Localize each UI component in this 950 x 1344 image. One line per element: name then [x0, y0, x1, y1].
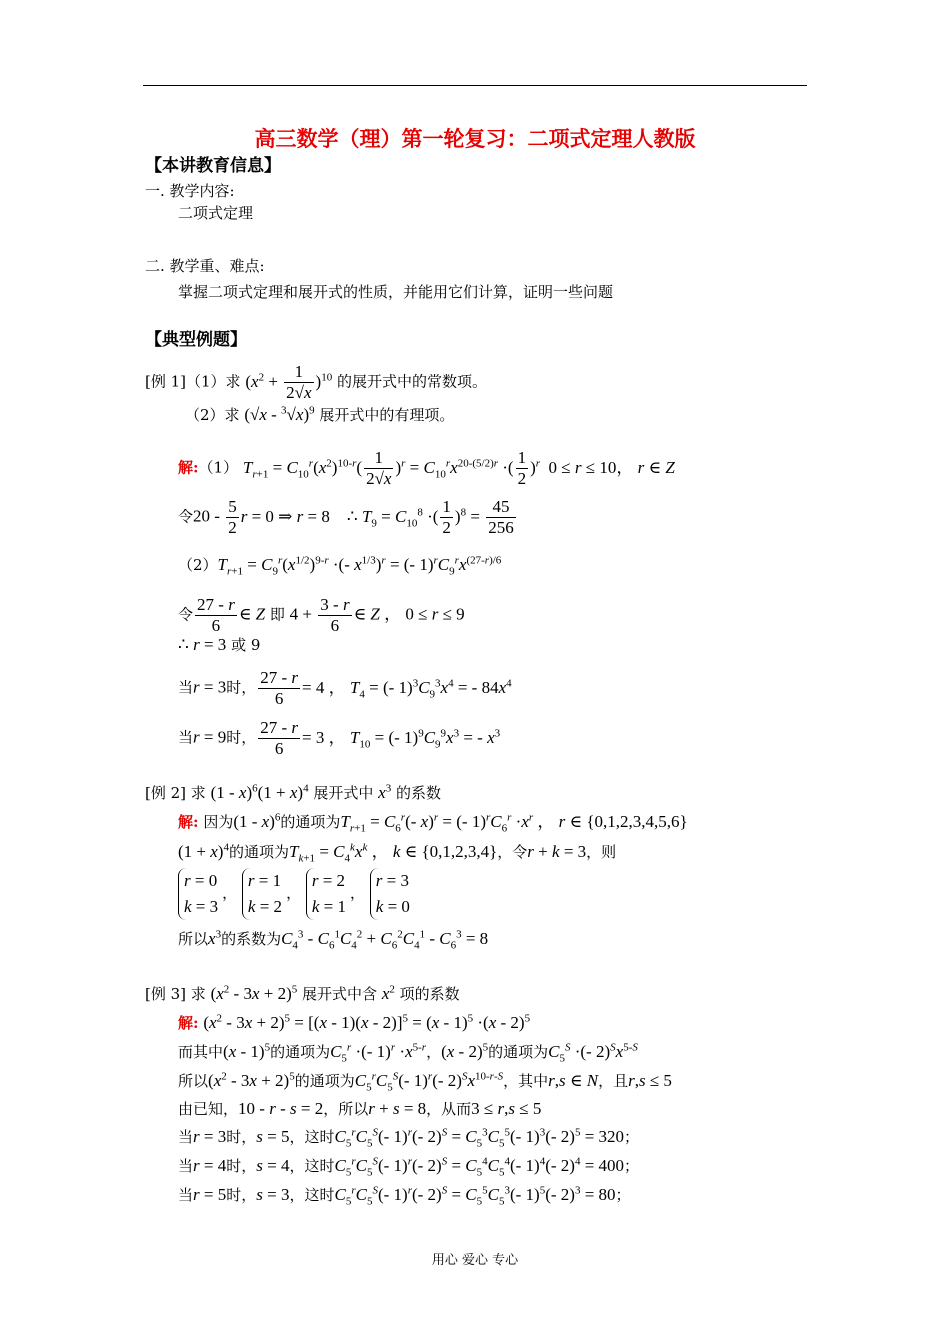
section-info-heading: 【本讲教育信息】 — [145, 156, 281, 176]
example-3-solution-line-2: 而其中(x - 1)$^5$的通项为$C_5^r$ ·(- $1)^r \cdot x^{5-r}$，(x - 2)$^5$的通项为$C_5^S$ ·(- $2)^Sx^{5-S}$ — [178, 1041, 638, 1065]
example-3-tail-2: 项的系数 — [399, 985, 460, 1003]
example-2-solution-line-3: 所以$x^3$的系数为$C_4^3 - C_6^1C_4^2 + C_6^2C_4^1 - C_6^3 = 8$ — [178, 928, 489, 952]
example-3-solution-line-3: 所以$(x^2 - 3x + 2)^5$的通项为$C_5^rC_5^S(-$ 1)$^r$(- $2)^Sx^{10-r-S}$，其中r,s ∈ N，且r,s ≤ 5 — [178, 1070, 672, 1094]
page-title: 高三数学（理）第一轮复习：二项式定理人教版 — [254, 127, 696, 151]
example-1-label: [例 1]（1）求 — [145, 372, 241, 391]
example-3-question: [例 3] 求 $(x^2 - 3x + 2)^5$ 展开式中含 $x^2$ 项的系数 — [145, 983, 460, 1003]
header-rule — [143, 85, 807, 86]
key-text: 掌握二项式定理和展开式的性质，并能用它们计算，证明一些问题 — [178, 283, 614, 301]
example-1-q2-label: （2）求 — [185, 406, 240, 424]
content-text: 二项式定理 — [178, 204, 254, 222]
example-1-solution-line-2: 令20 - $\frac{5}{2}$ r = 0 ⇒ r = 8 ∴ $T_9 = C_{10}^8$ ·( $\frac{1}{2}$ )$^8$ = $\frac{45}{256}$ — [178, 497, 514, 537]
example-3-solution-line-5: 当r = 3时，s = 5，这时$C_5^rC_5^S(-$ 1)$^r$(- $2)^S = C_5^3C_5^5(-$ 1)$^3$(- 2)$^5$ = 320； — [178, 1126, 640, 1150]
example-1-solution-line-3: $(2)T_{r+1} = C_9^r(x^{1/2})^{9-r}$ ·(- $x^{1/3})^r$ = (- $1)^rC_9^rx^{(27-r)/6}$ — [178, 554, 502, 578]
example-2-question: [例 2] 求 $(1 - x)^6(1 + x)^4$ 展开式中 $x^3$ 的系数 — [145, 782, 442, 802]
example-2-solution-line-1: 解: 因为(1 - x)$^6$的通项为$T_{r+1} = C_6^r(-$ x)$^r$ = (- $1)^rC_6^r \cdot x^r$ ， r ∈ {0,1,2,3,4,5,6} — [178, 811, 688, 835]
key-heading: 二. 教学重、难点: — [145, 257, 265, 275]
example-3-label: [例 3] 求 — [145, 985, 206, 1003]
example-2-tail: 展开式中 — [313, 784, 374, 802]
example-2-solution-line-2: $(1 + x)^4$的通项为$T_{k+1} = C_4^kx^k$ ， k ∈ {0,1,2,3,4}，令r + k = 3，则 — [178, 841, 617, 865]
example-3-solution-line-4: 由已知，10 - r - s = 2，所以r + s = 8，从而3 ≤ r,s ≤ 5 — [178, 1099, 542, 1118]
example-1-tail: 的展开式中的常数项。 — [337, 372, 488, 391]
examples-heading: 【典型例题】 — [145, 330, 247, 350]
content-heading: 一. 教学内容: — [145, 182, 235, 200]
example-1-solution-line-6: 当r = 3时， $\frac{27 - r}{6}$ = 4 ， $T_4$ = (- $1)^3C_9^3x^4$ = - $84x^4$ — [178, 668, 512, 708]
example-2-label: [例 2] 求 — [145, 784, 206, 802]
solution-label: 解: — [178, 458, 199, 477]
example-3-solution-line-1: 解: $(x^2 - 3x + 2)^5 = [(x - 1)(x - 2)]^5 = (x - 1)^5 \cdot(x - 2)^5$ — [178, 1012, 531, 1032]
example-2-solution-cases: r = 0 k = 3 ， r = 1 k = 2 ， r = 2 k = 1 ， r = 3 k = 0 — [178, 868, 414, 920]
example-1-solution-line-5: ∴ r = 3 或 9 — [178, 635, 261, 654]
example-2-tail-2: 的系数 — [396, 784, 442, 802]
example-1-q2-tail: 展开式中的有理项。 — [319, 406, 455, 424]
example-3-solution-line-6: 当r = 4时，s = 4，这时$C_5^rC_5^S(-$ 1)$^r$(- $2)^S = C_5^4C_5^4(-$ 1)$^4$(- 2)$^4$ = 400； — [178, 1155, 640, 1179]
example-1-question-2: （2）求 (√x - $^3$√x)$^9$ 展开式中的有理项。 — [185, 404, 455, 424]
solution-label-2: 解: — [178, 813, 199, 831]
example-1-solution-line-7: 当r = 9时， $\frac{27 - r}{6}$ = 3 ， $T_{10}$ = (- $1)^9C_9^9x^3$ = - $x^3$ — [178, 718, 501, 758]
example-1-solution-line-1: 解:（1） $T_{r+1} = C_{10}^r(x^2)^{10-r}$( $\frac{1}{2√x}$ )$^r = C_{10}^rx^{20-(5/2)r}$ ·( $\frac{1}{2}$ )$^r$ 0 ≤ r ≤ 10， r ∈ Z — [178, 448, 675, 488]
example-1-question-1: [例 1]（1）求 ($x^2$ + $\frac{1}{2√x}$ )$^{10}$ 的展开式中的常数项。 — [145, 362, 488, 402]
example-3-tail: 展开式中含 — [302, 985, 378, 1003]
example-1-solution-line-4: 令 $\frac{27 - r}{6}$ ∈ Z 即 4 + $\frac{3 - r}{6}$ ∈ Z ， 0 ≤ r ≤ 9 — [178, 595, 465, 635]
page-footer: 用心 爱心 专心 — [431, 1253, 519, 1268]
solution-label-3: 解: — [178, 1014, 199, 1032]
example-3-solution-line-7: 当r = 5时，s = 3，这时$C_5^rC_5^S(-$ 1)$^r$(- $2)^S = C_5^5C_5^3(-$ 1)$^5$(- 2)$^3$ = 80； — [178, 1184, 631, 1208]
